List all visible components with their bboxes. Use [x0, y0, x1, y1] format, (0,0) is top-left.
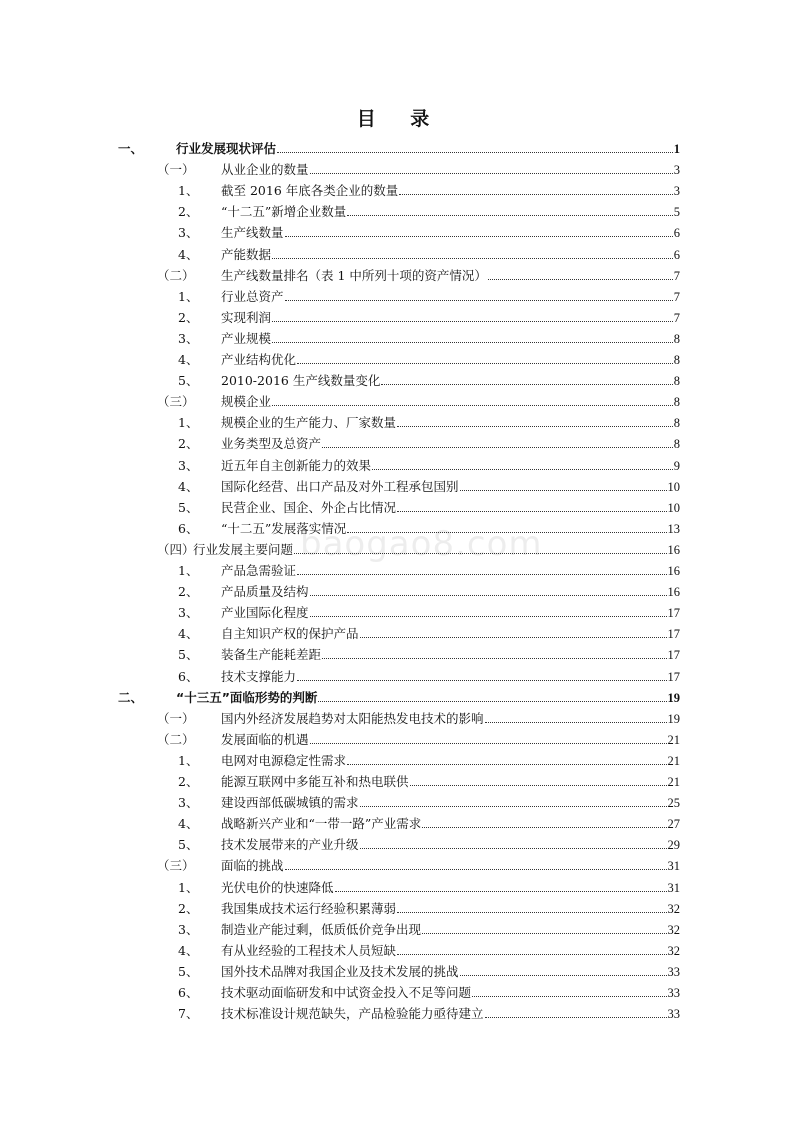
toc-entry-page: 16: [667, 564, 680, 578]
toc-entry-number: 4、: [178, 816, 199, 832]
dot-leader: [310, 602, 667, 617]
toc-entry-page: 3: [673, 184, 680, 199]
toc-entry-page: 6: [673, 247, 680, 262]
toc-entry-page: 3: [673, 163, 680, 178]
dot-leader: [297, 666, 666, 681]
toc-entry[interactable]: [0, 265, 800, 286]
toc-entry-title: 技术支撑能力: [221, 668, 297, 684]
dot-leader: [272, 307, 673, 322]
toc-entry-page: 9: [673, 458, 680, 473]
dot-leader: [322, 644, 666, 659]
toc-entry-number: （二）: [157, 267, 195, 283]
toc-entry-title: 国外技术品牌对我国企业及技术发展的挑战: [221, 963, 459, 979]
toc-entry-page: 29: [667, 838, 680, 853]
toc-entry-number: 6、: [178, 985, 199, 1000]
dot-leader: [460, 476, 667, 491]
toc-entry[interactable]: [0, 455, 800, 476]
toc-entry-title: 产能数据: [221, 246, 272, 262]
toc-entry[interactable]: [0, 412, 800, 433]
toc-entry-title: 装备生产能耗差距: [221, 647, 322, 663]
toc-entry-title: 建设西部低碳城镇的需求: [221, 795, 359, 811]
toc-entry-title: “十三五”面临形势的判断: [176, 689, 318, 705]
toc-entry-number: 1、: [178, 183, 199, 199]
toc-entry-number: 3、: [178, 605, 199, 621]
toc-title: 目 录: [356, 108, 444, 130]
toc-entry-title: 产业规模: [221, 330, 272, 346]
toc-entry-title: 产业国际化程度: [221, 605, 309, 621]
toc-entry[interactable]: [0, 644, 800, 665]
dot-leader: [397, 940, 666, 955]
toc-entry-page: 5: [673, 205, 680, 220]
toc-entry-number: 5、: [178, 647, 199, 663]
toc-entry-number: 二、: [118, 689, 144, 705]
toc-entry[interactable]: [0, 349, 800, 370]
dot-leader: [318, 687, 666, 702]
toc-entry-page: 31: [667, 880, 680, 895]
toc-entry-page: 19: [667, 690, 680, 705]
toc-entry-page: 8: [673, 395, 680, 410]
toc-entry[interactable]: [0, 1003, 800, 1024]
toc-entry[interactable]: [0, 518, 800, 539]
toc-entry-title: 2010-2016 生产线数量变化: [221, 373, 381, 389]
toc-entry-title: 行业发展主要问题: [193, 541, 294, 557]
toc-entry-number: 5、: [178, 499, 199, 515]
toc-entry[interactable]: [0, 750, 800, 771]
toc-entry-number: 4、: [178, 246, 199, 262]
dot-leader: [485, 708, 667, 723]
toc-entry-number: 4、: [178, 352, 199, 367]
toc-entry[interactable]: [0, 222, 800, 243]
toc-entry-title: 有从业经验的工程技术人员短缺: [221, 942, 397, 958]
dot-leader: [485, 1003, 667, 1018]
toc-entry-page: 8: [673, 331, 680, 346]
dot-leader: [397, 497, 666, 512]
toc-entry-number: 2、: [178, 774, 199, 789]
toc-entry-page: 31: [667, 859, 680, 874]
dot-leader: [360, 623, 667, 638]
toc-entry-title: 从业企业的数量: [221, 162, 309, 178]
dot-leader: [285, 286, 673, 301]
toc-entry-title: 光伏电价的快速降低: [221, 879, 334, 895]
toc-entry-number: 2、: [178, 584, 199, 600]
dot-leader: [360, 792, 667, 807]
toc-entry-number: 3、: [178, 330, 199, 346]
toc-entry-number: 1、: [178, 879, 199, 895]
toc-entry-title: 行业总资产: [221, 288, 284, 304]
toc-entry-page: 17: [667, 669, 680, 684]
toc-entry[interactable]: [0, 391, 800, 412]
toc-entry[interactable]: [0, 286, 800, 307]
dot-leader: [272, 328, 673, 343]
toc-entry-page: 27: [667, 817, 680, 832]
toc-entry[interactable]: [0, 729, 800, 750]
toc-entry-title: 技术标准设计规范缺失，产品检验能力亟待建立: [221, 1006, 484, 1022]
toc-entry-title: 国际化经营、出口产品及对外工程承包国别: [221, 478, 459, 494]
dot-leader: [277, 138, 673, 153]
toc-entry[interactable]: [0, 180, 800, 201]
toc-entry[interactable]: [0, 623, 800, 644]
dot-leader: [422, 813, 666, 828]
toc-entry-title: 生产线数量排名（表 1 中所列十项的资产情况）: [221, 267, 487, 283]
toc-entry[interactable]: [0, 244, 800, 265]
toc-entry[interactable]: [0, 201, 800, 222]
toc-entry-number: 6、: [178, 668, 199, 684]
toc-entry-page: 16: [667, 585, 680, 600]
dot-leader: [310, 581, 667, 596]
toc-entry[interactable]: [0, 476, 800, 497]
toc-entry[interactable]: [0, 602, 800, 623]
toc-entry-title: “十二五”新增企业数量: [221, 204, 347, 220]
toc-entry-page: 17: [667, 648, 680, 663]
toc-entry-page: 17: [667, 627, 680, 642]
toc-entry-page: 10: [667, 500, 680, 515]
toc-entry-title: 截至 2016 年底各类企业的数量: [221, 183, 399, 199]
toc-entry-number: （二）: [157, 731, 195, 747]
toc-entry-title: 近五年自主创新能力的效果: [221, 457, 372, 473]
toc-entry-page: 33: [667, 1007, 680, 1022]
toc-entry-title: 实现利润: [221, 309, 272, 325]
dot-leader: [272, 244, 673, 259]
toc-entry[interactable]: [0, 497, 800, 518]
toc-entry-page: 7: [673, 289, 680, 304]
dot-leader: [297, 349, 673, 364]
toc-entry-title: 规模企业: [221, 394, 272, 410]
toc-entry-title: 发展面临的机遇: [221, 731, 309, 747]
toc-entry[interactable]: [0, 370, 800, 391]
toc-entry-page: 32: [667, 901, 680, 916]
toc-entry[interactable]: [0, 940, 800, 961]
toc-entry-title: 规模企业的生产能力、厂家数量: [221, 415, 397, 431]
toc-entry[interactable]: [0, 898, 800, 919]
toc-entry-page: 32: [667, 922, 680, 937]
dot-leader: [310, 159, 673, 174]
toc-entry[interactable]: [0, 877, 800, 898]
dot-leader: [322, 433, 673, 448]
toc-entry[interactable]: [0, 855, 800, 876]
toc-entry-number: 1、: [178, 415, 199, 431]
toc-entry-number: 3、: [178, 457, 199, 473]
toc-entry-number: 5、: [178, 373, 199, 389]
toc-entry-page: 21: [667, 753, 680, 768]
toc-entry[interactable]: [0, 539, 800, 560]
toc-entry-number: （四）: [157, 541, 195, 557]
toc-entry-number: 3、: [178, 795, 199, 811]
dot-leader: [347, 750, 666, 765]
dot-leader: [360, 834, 667, 849]
toc-entry-title: 产品急需验证: [221, 563, 297, 578]
dot-leader: [397, 412, 673, 427]
toc-entry-number: 5、: [178, 963, 199, 979]
toc-entry[interactable]: [0, 708, 800, 729]
toc-entry-page: 6: [673, 226, 680, 241]
toc-entry[interactable]: [0, 159, 800, 180]
toc-entry[interactable]: [0, 919, 800, 940]
toc-entry[interactable]: [0, 560, 800, 581]
toc-entry-number: 6、: [178, 520, 199, 536]
toc-entry-title: 技术发展带来的产业升级: [221, 837, 359, 853]
dot-leader: [422, 919, 666, 934]
toc-entry[interactable]: [0, 771, 800, 792]
toc-entry-number: 7、: [178, 1006, 199, 1022]
dot-leader: [294, 539, 666, 554]
dot-leader: [297, 560, 666, 575]
toc-entry-page: 7: [673, 268, 680, 283]
toc-entry[interactable]: [0, 982, 800, 1003]
watermark: baogao8.com: [300, 524, 543, 564]
toc-entry[interactable]: [0, 328, 800, 349]
toc-entry-page: 7: [673, 310, 680, 325]
toc-entry[interactable]: [0, 792, 800, 813]
dot-leader: [272, 391, 673, 406]
toc-entry[interactable]: [0, 687, 800, 708]
toc-entry-title: 产业结构优化: [221, 352, 297, 367]
toc-entry-page: 8: [673, 374, 680, 389]
toc-entry-page: 17: [667, 606, 680, 621]
toc-entry-page: 21: [667, 775, 680, 789]
dot-leader: [347, 518, 666, 533]
dot-leader: [381, 370, 672, 385]
toc-entry[interactable]: [0, 961, 800, 982]
toc-entry-title: 国内外经济发展趋势对太阳能热发电技术的影响: [221, 710, 484, 726]
dot-leader: [347, 201, 672, 216]
toc-entry-number: 1、: [178, 563, 199, 578]
toc-entry-page: 25: [667, 796, 680, 811]
toc-entry-number: 4、: [178, 626, 199, 642]
toc-entry-page: 1: [673, 142, 680, 156]
dot-leader: [285, 855, 667, 870]
toc-entry-number: 1、: [178, 752, 199, 768]
toc-entry-number: （一）: [157, 162, 195, 178]
toc-entry-title: “十二五”发展落实情况: [221, 520, 347, 536]
toc-entry-title: 技术驱动面临研发和中试资金投入不足等问题: [221, 985, 472, 1000]
toc-entry-page: 10: [667, 479, 680, 494]
toc-entry[interactable]: [0, 581, 800, 602]
toc-entry-page: 33: [667, 986, 680, 1000]
toc-entry[interactable]: [0, 138, 800, 159]
toc-entry-number: 2、: [178, 204, 199, 220]
dot-leader: [488, 265, 673, 280]
toc-entry-title: 能源互联网中多能互补和热电联供: [221, 774, 409, 789]
toc-entry-page: 8: [673, 437, 680, 452]
dot-leader: [460, 961, 667, 976]
toc-entry-title: 我国集成技术运行经验积累薄弱: [221, 900, 397, 916]
toc-entry-number: 4、: [178, 478, 199, 494]
toc-entry-title: 制造业产能过剩，低质低价竞争出现: [221, 921, 422, 937]
toc-entry-page: 21: [667, 732, 680, 747]
toc-entry-number: （三）: [157, 858, 195, 874]
dot-leader: [472, 982, 666, 997]
toc-entry[interactable]: [0, 666, 800, 687]
toc-entry-title: 生产线数量: [221, 225, 284, 241]
dot-leader: [310, 729, 667, 744]
dot-leader: [285, 222, 673, 237]
toc-entry-title: 面临的挑战: [221, 858, 284, 874]
dot-leader: [372, 455, 673, 470]
toc-entry-page: 8: [673, 353, 680, 367]
toc-entry-number: （一）: [157, 710, 195, 726]
toc-entry-number: 5、: [178, 837, 199, 853]
toc-entry[interactable]: [0, 813, 800, 834]
toc-entry-number: 2、: [178, 436, 199, 452]
toc-entry-page: 19: [667, 711, 680, 726]
toc-entry-page: 32: [667, 943, 680, 958]
toc-entry[interactable]: [0, 433, 800, 454]
toc-entry-number: 1、: [178, 288, 199, 304]
dot-leader: [399, 180, 672, 195]
toc-entry-number: 一、: [118, 141, 144, 156]
toc-entry-title: 民营企业、国企、外企占比情况: [221, 499, 397, 515]
dot-leader: [397, 898, 666, 913]
toc-entry-number: 2、: [178, 900, 199, 916]
toc-entry-title: 自主知识产权的保护产品: [221, 626, 359, 642]
toc-entry-number: 3、: [178, 225, 199, 241]
toc-entry-title: 业务类型及总资产: [221, 436, 322, 452]
toc-entry-number: （三）: [157, 394, 195, 410]
toc-entry[interactable]: [0, 834, 800, 855]
toc-entry-number: 4、: [178, 942, 199, 958]
toc-entry-title: 战略新兴产业和“一带一路”产业需求: [221, 816, 422, 832]
toc-entry-page: 13: [667, 521, 680, 536]
toc-entry-title: 行业发展现状评估: [176, 141, 277, 156]
toc-entry-title: 产品质量及结构: [221, 584, 309, 600]
toc-entry-number: 3、: [178, 921, 199, 937]
toc-entry-page: 8: [673, 416, 680, 431]
toc-entry-page: 16: [667, 542, 680, 557]
dot-leader: [410, 771, 667, 786]
toc-entry[interactable]: [0, 307, 800, 328]
toc-entry-page: 33: [667, 964, 680, 979]
toc-entry-title: 电网对电源稳定性需求: [221, 752, 347, 768]
toc-entry-number: 2、: [178, 309, 199, 325]
dot-leader: [335, 877, 667, 892]
